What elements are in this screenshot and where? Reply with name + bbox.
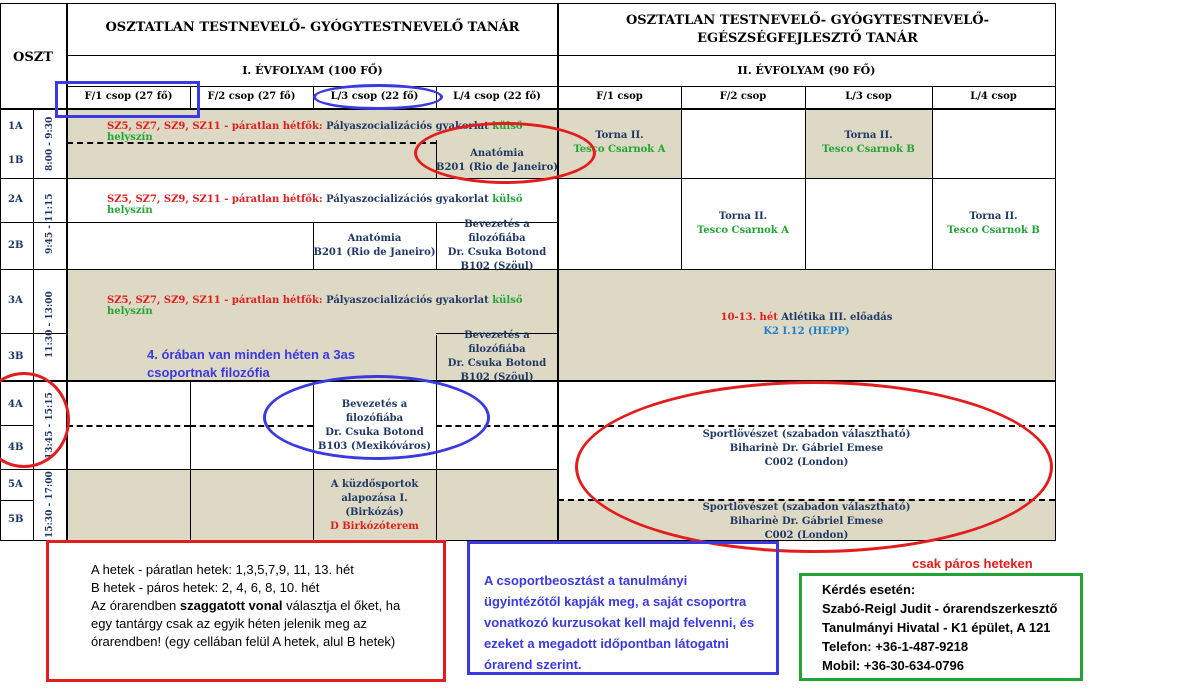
year1-program-title: OSZTATLAN TESTNEVELŐ- GYÓGYTESTNEVELŐ TANÁR	[105, 20, 520, 35]
row-label-3b: 3B	[8, 351, 24, 362]
highlight-sport-ellipse	[575, 381, 1053, 553]
oszt-header: OSZT	[13, 50, 53, 65]
sportloveszet-5b: Sportlövészet (szabadon választható) Biharinè Dr. Gábriel Emese C002 (London)	[702, 502, 911, 541]
row-label-1a: 1A	[8, 121, 23, 132]
year2-label: II. ÉVFOLYAM (90 FŐ)	[737, 64, 876, 77]
group-header-l4-y1: L/4 csop (22 fő)	[453, 91, 541, 102]
group-info-box: A csoportbeosztást a tanulmányi ügyintézőtől kapják meg, a saját csoportra vonatkozó kurzusokat kell majd felvenni, és ezeket a megadott időpontban látogatni órarend szerint.	[467, 541, 779, 675]
time-slot-3: 11:30 - 13:00	[45, 291, 55, 359]
palya-gyakorlat-slot1: SZ5, SZ7, SZ9, SZ11 - páratlan hétfők: Pályaszocializációs gyakorlat külső helyszín	[107, 121, 523, 143]
year2-program-title: OSZTATLAN TESTNEVELŐ- GYÓGYTESTNEVELŐ-EGÉSZSÉGFEJLESZTŐ TANÁR	[625, 13, 990, 46]
group-header-l4-y2: L/4 csop	[970, 91, 1017, 102]
note-4th-hour: 4. órában van minden héten a 3as csoportnak filozófia	[147, 347, 356, 380]
group-header-f2-y1: F/2 csop (27 fő)	[207, 91, 296, 102]
highlight-l3-group-ellipse	[313, 84, 443, 110]
group-header-f1-y1: F/1 csop (27 fő)	[84, 91, 173, 102]
group-header-f1-y2: F/1 csop	[596, 91, 643, 102]
filozofia-4-l3: Bevezetés a filozófiába Dr. Csuka Botond B103 (Mexikóváros)	[318, 399, 431, 452]
weeks-note-box: A hetek - páratlan hetek: 1,3,5,7,9, 11, 13. hét B hetek - páros hetek: 2, 4, 6, 8, 10. hét Az órarendben szaggatott vonal választja el őket, ha egy tantárgy csak az egyik héten jelenik meg az órarendben! (egy cellában felül A hetek, alul B hetek)	[46, 540, 446, 682]
palya-gyakorlat-slot3: SZ5, SZ7, SZ9, SZ11 - páratlan hétfők: Pályaszocializációs gyakorlat külső helyszín	[107, 295, 523, 317]
group-header-l3-y2: L/3 csop	[845, 91, 892, 102]
time-slot-2: 9:45 - 11:15	[45, 193, 55, 255]
anatomia-1b-l4: Anatómia B201 (Rio de Janeiro)	[436, 148, 558, 173]
group-header-f2-y2: F/2 csop	[719, 91, 767, 102]
row-label-5a: 5A	[8, 479, 23, 490]
time-slot-5: 15:30 - 17:00	[45, 471, 55, 539]
palya-gyakorlat-slot2: SZ5, SZ7, SZ9, SZ11 - páratlan hétfők: Pályaszocializációs gyakorlat külső helyszín	[107, 194, 523, 216]
torna-1-l3: Torna II. Tesco Csarnok B	[822, 130, 915, 155]
even-weeks-note: csak páros heteken	[912, 556, 1033, 571]
row-label-5b: 5B	[8, 514, 24, 525]
atletika-3: 10-13. hét Atlétika III. előadás K2 I.12 (HEPP)	[720, 312, 893, 337]
filozofia-2b-l4: Bevezetés a filozófiába Dr. Csuka Botond B102 (Szöul)	[447, 219, 547, 272]
highlight-filozofia-ellipse	[263, 375, 490, 460]
row-label-2b: 2B	[8, 240, 24, 251]
anatomia-2b-l3: Anatómia B201 (Rio de Janeiro)	[313, 233, 436, 258]
row-label-1b: 1B	[8, 155, 24, 166]
row-label-4a: 4A	[8, 399, 23, 410]
row-label-4b: 4B	[8, 442, 24, 453]
filozofia-3b-l4: Bevezetés a filozófiába Dr. Csuka Botond B102 (Szöul)	[447, 330, 547, 383]
row-label-2a: 2A	[8, 194, 23, 205]
contact-box: Kérdés esetén: Szabó-Reigl Judit - órarendszerkesztő Tanulmányi Hivatal - K1 épület, A 121 Telefon: +36-1-487-9218 Mobil: +36-30-634-0796	[799, 573, 1083, 681]
highlight-anatomia-ellipse	[414, 122, 596, 184]
kuzdosport-5-l3: A küzdősportok alapozása I. (Birkózás) D Birkózóterem	[330, 479, 419, 532]
torna-2-f2: Torna II. Tesco Csarnok A	[697, 211, 789, 236]
row-label-3a: 3A	[8, 295, 23, 306]
time-slot-1: 8:00 - 9:30	[45, 116, 55, 171]
time-slot-4: 13:45 - 15:15	[45, 392, 55, 459]
group-header-l3-y1: L/3 csop (22 fő)	[330, 91, 419, 102]
highlight-f1-group-box	[55, 81, 200, 118]
torna-1-f1: Torna II. Tesco Csarnok A	[573, 130, 666, 155]
torna-2-l4: Torna II. Tesco Csarnok B	[947, 211, 1040, 236]
sportloveszet-4b: Sportlövészet (szabadon választható) Biharinè Dr. Gábriel Emese C002 (London)	[702, 429, 911, 468]
year1-label: I. ÉVFOLYAM (100 FŐ)	[242, 64, 383, 77]
